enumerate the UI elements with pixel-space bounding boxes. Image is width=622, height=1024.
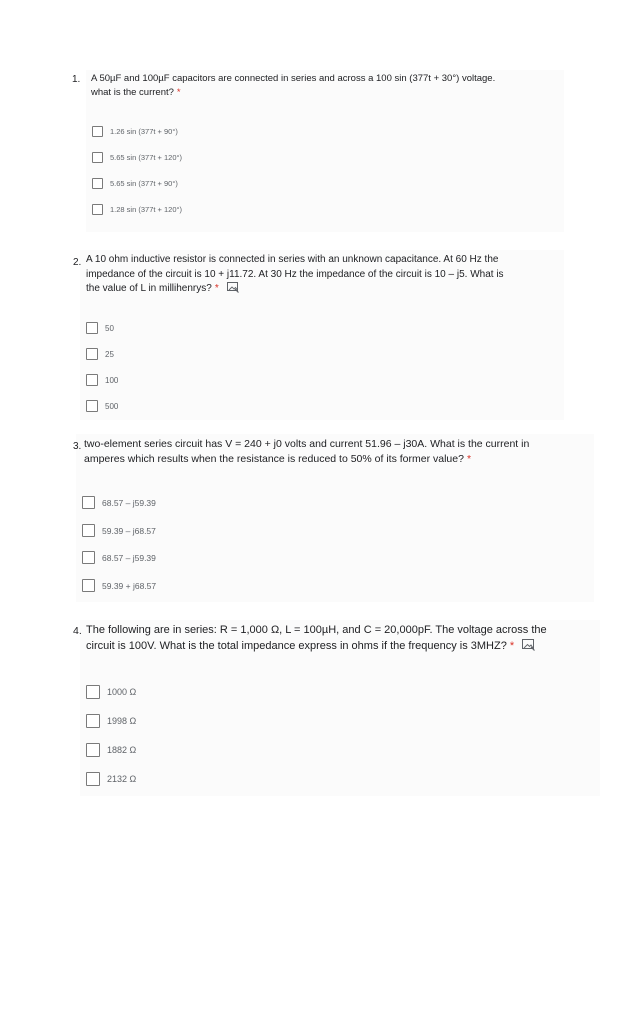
option-checkbox[interactable] (86, 743, 100, 757)
option-label: 50 (105, 323, 114, 333)
answer-option[interactable] (82, 496, 156, 509)
option-label: 1.28 sin (377t + 120°) (110, 205, 183, 214)
required-asterisk: * (466, 453, 472, 466)
question-3-line: two-element series circuit has V = 240 + j0 volts and current 51.96 – j30A. What is the current in (84, 438, 530, 450)
required-asterisk: * (176, 86, 181, 98)
option-checkbox[interactable] (82, 524, 95, 537)
required-asterisk: * (509, 639, 515, 652)
option-checkbox[interactable] (86, 685, 100, 699)
option-checkbox[interactable] (82, 579, 95, 592)
answer-option[interactable] (92, 126, 178, 137)
option-checkbox[interactable] (92, 152, 103, 163)
option-checkbox[interactable] (92, 126, 103, 137)
answer-option[interactable] (82, 524, 156, 537)
answer-option[interactable] (92, 178, 178, 189)
answer-option[interactable] (86, 374, 118, 386)
option-label: 25 (105, 349, 114, 359)
question-3-number: 3. (73, 441, 82, 452)
required-asterisk: * (214, 283, 219, 294)
image-icon[interactable] (227, 282, 239, 299)
option-label: 1000 Ω (107, 687, 137, 697)
option-checkbox[interactable] (86, 348, 98, 360)
option-label: 2132 Ω (107, 774, 137, 784)
option-label: 68.57 – j59.39 (102, 552, 156, 563)
option-label: 68.57 – j59.39 (102, 497, 156, 508)
option-checkbox[interactable] (86, 772, 100, 786)
question-2-text (86, 253, 504, 299)
option-label: 100 (105, 375, 119, 385)
option-checkbox[interactable] (92, 204, 103, 215)
question-1-line: what is the current? * (91, 86, 181, 98)
answer-option[interactable] (86, 322, 114, 334)
question-1-text (91, 72, 495, 100)
answer-option[interactable] (86, 400, 118, 412)
option-label: 5.65 sin (377t + 90°) (110, 179, 178, 188)
option-checkbox[interactable] (86, 322, 98, 334)
answer-option[interactable] (86, 743, 136, 757)
answer-option[interactable] (86, 348, 114, 360)
option-label: 1882 Ω (107, 745, 137, 755)
question-2-line: the value of L in millihenrys? * (86, 282, 504, 299)
option-label: 59.39 – j68.57 (102, 525, 156, 536)
option-label: 59.39 + j68.57 (102, 580, 157, 591)
option-checkbox[interactable] (82, 496, 95, 509)
question-3-line: amperes which results when the resistance is reduced to 50% of its former value? * (84, 453, 472, 466)
answer-option[interactable] (82, 551, 156, 564)
question-4-line: circuit is 100V. What is the total impedance express in ohms if the frequency is 3MHZ? * (86, 639, 547, 657)
question-1-number: 1. (72, 74, 81, 85)
answer-option[interactable] (92, 204, 182, 215)
answer-option[interactable] (86, 772, 136, 786)
answer-option[interactable] (92, 152, 182, 163)
option-checkbox[interactable] (86, 400, 98, 412)
image-icon[interactable] (522, 639, 535, 657)
question-2-line: A 10 ohm inductive resistor is connected in series with an unknown capacitance. At 60 Hz the (86, 254, 499, 265)
option-checkbox[interactable] (92, 178, 103, 189)
question-4-text (86, 623, 547, 657)
option-label: 5.65 sin (377t + 120°) (110, 153, 183, 162)
question-2-line: impedance of the circuit is 10 + j11.72. At 30 Hz the impedance of the circuit is 10 – j5. What is (86, 268, 504, 280)
answer-option[interactable] (86, 685, 136, 699)
question-4-number: 4. (73, 625, 82, 637)
option-label: 1.26 sin (377t + 90°) (110, 127, 178, 136)
option-checkbox[interactable] (82, 551, 95, 564)
question-1-line: A 50µF and 100µF capacitors are connected in series and across a 100 sin (377t + 30°) voltage. (91, 73, 496, 84)
option-label: 1998 Ω (107, 716, 137, 726)
question-2-number: 2. (73, 257, 82, 268)
answer-option[interactable] (82, 579, 156, 592)
question-4-line: The following are in series: R = 1,000 Ω, L = 100µH, and C = 20,000pF. The voltage across the (86, 624, 547, 636)
option-label: 500 (105, 401, 119, 411)
answer-option[interactable] (86, 714, 136, 728)
option-checkbox[interactable] (86, 714, 100, 728)
question-3-text (84, 437, 529, 467)
option-checkbox[interactable] (86, 374, 98, 386)
